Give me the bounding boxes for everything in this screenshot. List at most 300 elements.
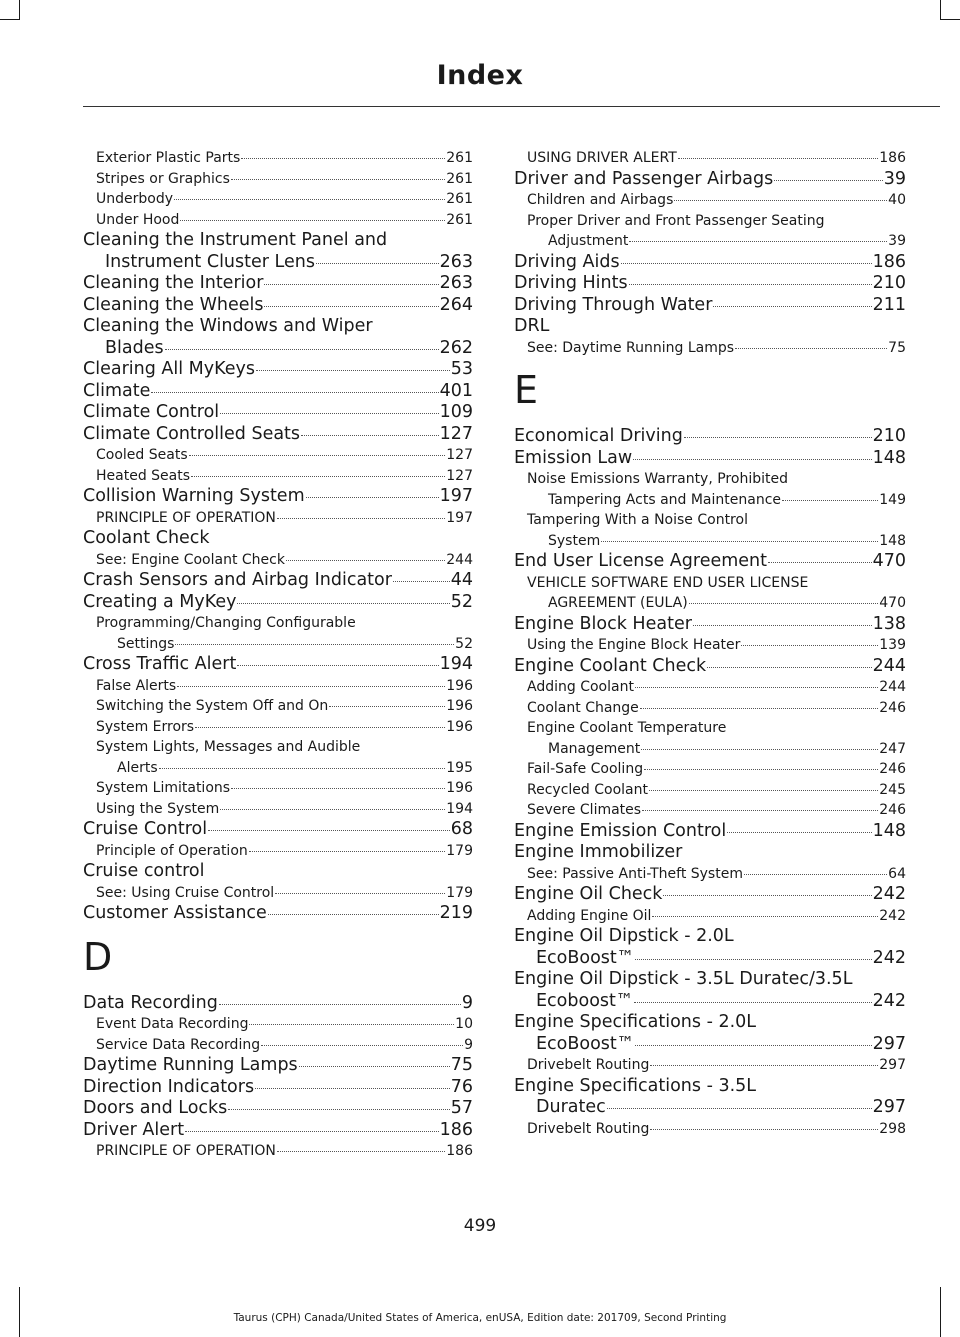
entry-text: System Limitations xyxy=(96,780,231,796)
index-entry xyxy=(83,654,473,676)
index-subentry xyxy=(514,573,906,614)
index-column-left xyxy=(83,148,473,1162)
dot-leader xyxy=(231,787,445,789)
dot-leader xyxy=(268,913,439,915)
page-reference: 244 xyxy=(879,679,906,695)
entry-text: PRINCIPLE OF OPERATION xyxy=(96,509,276,526)
entry-row xyxy=(96,883,473,904)
dot-leader xyxy=(228,1108,449,1110)
dot-leader xyxy=(689,602,879,604)
entry-row xyxy=(96,1035,473,1056)
page-reference: 196 xyxy=(446,780,473,796)
page-reference: 210 xyxy=(872,273,906,293)
entry-text: Under Hood xyxy=(96,211,180,228)
section-letter: E xyxy=(514,368,539,412)
entry-text: Direction Indicators xyxy=(83,1076,255,1097)
index-entry xyxy=(83,402,473,424)
entry-text-line: Tampering With a Noise Control xyxy=(527,512,748,528)
index-entry xyxy=(83,273,473,295)
dot-leader xyxy=(735,347,887,349)
entry-row xyxy=(527,1055,906,1076)
index-entry xyxy=(83,570,473,592)
entry-row xyxy=(527,190,906,211)
dot-leader xyxy=(208,829,450,831)
index-entry xyxy=(83,903,473,925)
index-entry xyxy=(514,426,906,448)
index-entry xyxy=(514,252,906,274)
index-subentry xyxy=(83,1035,473,1056)
index-entry xyxy=(83,861,473,883)
entry-text: Engine Block Heater xyxy=(514,613,692,634)
entry-row xyxy=(83,1120,473,1142)
page-reference: 148 xyxy=(879,532,906,549)
index-entry xyxy=(514,1076,906,1119)
dot-leader xyxy=(707,666,871,668)
entry-text: Driving Hints xyxy=(514,273,628,293)
entry-text: Cross Traffic Alert xyxy=(83,654,237,674)
entry-row xyxy=(96,1141,473,1162)
page-reference: 148 xyxy=(872,447,906,468)
page-reference: 297 xyxy=(872,1097,906,1117)
page-reference: 297 xyxy=(879,1057,906,1073)
dot-leader xyxy=(693,624,872,626)
dot-leader xyxy=(261,1044,463,1046)
index-entry xyxy=(514,448,906,470)
entry-text: Heated Seats xyxy=(96,467,191,484)
entry-row xyxy=(527,739,906,760)
page-reference: 186 xyxy=(879,150,906,166)
index-subentry xyxy=(514,800,906,821)
entry-text-line: VEHICLE SOFTWARE END USER LICENSE xyxy=(527,574,809,591)
index-entry xyxy=(514,842,906,864)
dot-leader xyxy=(635,686,878,688)
index-entry xyxy=(83,359,473,381)
page-reference: 242 xyxy=(872,990,906,1011)
entry-row xyxy=(527,780,906,801)
index-subentry xyxy=(83,210,473,231)
entry-row xyxy=(514,273,906,295)
entry-row xyxy=(83,1055,473,1077)
entry-text: System xyxy=(548,532,601,549)
page-reference: 68 xyxy=(450,819,473,839)
entry-text-line: Engine Specifications - 2.0L xyxy=(514,1012,757,1032)
page-reference: 57 xyxy=(450,1098,473,1118)
entry-text: False Alerts xyxy=(96,677,177,694)
entry-text: Crash Sensors and Airbag Indicator xyxy=(83,570,392,590)
page-reference: 186 xyxy=(446,1143,473,1159)
entry-text: Fail-Safe Cooling xyxy=(527,761,644,777)
entry-row xyxy=(96,445,473,466)
index-entry xyxy=(83,1055,473,1077)
index-entry xyxy=(83,528,473,550)
index-subentry xyxy=(514,148,906,169)
entry-text: Cleaning the Interior xyxy=(83,273,264,293)
dot-leader xyxy=(180,219,445,221)
entry-row xyxy=(83,381,473,403)
entry-row xyxy=(527,1119,906,1140)
page-reference: 261 xyxy=(446,170,473,187)
dot-leader xyxy=(286,559,445,561)
page-reference: 401 xyxy=(439,380,473,401)
entry-row xyxy=(527,593,906,614)
page-reference: 470 xyxy=(872,551,906,571)
dot-leader xyxy=(635,958,871,960)
entry-text: Climate Controlled Seats xyxy=(83,423,301,444)
page-reference: 127 xyxy=(446,467,473,484)
entry-row xyxy=(527,531,906,552)
entry-text: See: Engine Coolant Check xyxy=(96,551,285,568)
index-column-right xyxy=(514,148,906,1139)
entry-text: Daytime Running Lamps xyxy=(83,1055,298,1075)
dot-leader xyxy=(678,157,879,159)
page-reference: 263 xyxy=(439,273,473,293)
entry-text-line: Engine Specifications - 3.5L xyxy=(514,1075,757,1096)
dot-leader xyxy=(629,240,887,242)
entry-text: See: Passive Anti-Theft System xyxy=(527,865,743,882)
page-reference: 76 xyxy=(450,1076,473,1097)
dot-leader xyxy=(329,705,445,707)
dot-leader xyxy=(782,499,878,501)
index-subentry xyxy=(514,190,906,211)
entry-row xyxy=(96,717,473,738)
entry-row xyxy=(83,592,473,614)
dot-leader xyxy=(249,850,446,852)
dot-leader xyxy=(249,1023,454,1025)
dot-leader xyxy=(277,517,445,519)
entry-text-line: Engine Coolant Temperature xyxy=(527,720,727,736)
entry-row xyxy=(514,448,906,470)
dot-leader xyxy=(255,1087,450,1089)
page-reference: 39 xyxy=(883,168,906,189)
page-reference: 244 xyxy=(446,551,473,568)
entry-row xyxy=(96,148,473,169)
entry-row xyxy=(83,1077,473,1099)
page-reference: 246 xyxy=(879,761,906,777)
dot-leader xyxy=(165,348,439,350)
dot-leader xyxy=(684,436,872,438)
entry-row xyxy=(514,614,906,636)
entry-row xyxy=(527,148,906,169)
page-reference: 197 xyxy=(446,509,473,526)
dot-leader xyxy=(650,1128,878,1130)
page-reference: 186 xyxy=(872,251,906,272)
index-entry xyxy=(83,1098,473,1120)
index-subentry xyxy=(514,510,906,551)
entry-text: Instrument Cluster Lens xyxy=(105,251,315,272)
page-reference: 179 xyxy=(446,842,473,859)
entry-text: Adding Engine Oil xyxy=(527,907,652,924)
page-reference: 39 xyxy=(888,233,906,249)
index-subentry xyxy=(83,189,473,210)
dot-leader xyxy=(650,1064,878,1066)
index-subentry xyxy=(83,696,473,717)
dot-leader xyxy=(264,305,438,307)
entry-row xyxy=(83,903,473,925)
page-reference: 219 xyxy=(439,903,473,923)
entry-row xyxy=(96,634,473,655)
entry-row xyxy=(527,906,906,927)
crop-mark xyxy=(940,0,941,20)
entry-text: Drivebelt Routing xyxy=(527,1057,650,1073)
dot-leader xyxy=(174,198,445,200)
entry-row xyxy=(514,991,906,1013)
dot-leader xyxy=(727,831,871,833)
index-entry xyxy=(83,316,473,359)
index-subentry xyxy=(514,469,906,510)
index-subentry xyxy=(83,613,473,654)
entry-row xyxy=(96,466,473,487)
entry-text-line: Proper Driver and Front Passenger Seating xyxy=(527,212,825,229)
entry-row xyxy=(514,551,906,573)
index-subentry xyxy=(83,737,473,778)
entry-text: Engine Oil Check xyxy=(514,884,663,904)
dot-leader xyxy=(231,178,445,180)
entry-text-line: Cleaning the Instrument Panel and xyxy=(83,230,388,250)
entry-text: Children and Airbags xyxy=(527,192,674,208)
page-reference: 75 xyxy=(888,339,906,356)
entry-text: Driving Through Water xyxy=(514,294,713,315)
dot-leader xyxy=(316,262,439,264)
index-subentry xyxy=(514,677,906,698)
entry-heading: Coolant Check xyxy=(83,528,210,548)
page-reference: 261 xyxy=(446,211,473,228)
index-entry xyxy=(514,614,906,636)
page-reference: 262 xyxy=(439,337,473,358)
index-subentry xyxy=(514,780,906,801)
entry-row xyxy=(96,508,473,529)
entry-row xyxy=(83,424,473,446)
entry-row xyxy=(514,252,906,274)
index-subentry xyxy=(514,1119,906,1140)
entry-row xyxy=(96,676,473,697)
page-reference: 247 xyxy=(879,740,906,757)
index-subentry xyxy=(514,906,906,927)
entry-text: Cooled Seats xyxy=(96,447,188,463)
entry-row xyxy=(527,231,906,252)
index-entry xyxy=(83,1120,473,1142)
page-reference: 127 xyxy=(439,423,473,444)
page-reference: 196 xyxy=(446,677,473,694)
entry-row xyxy=(527,864,906,885)
index-subentry xyxy=(83,508,473,529)
dot-leader xyxy=(264,283,438,285)
page-reference: 246 xyxy=(879,802,906,818)
entry-text: Emission Law xyxy=(514,447,633,468)
page-reference: 75 xyxy=(450,1055,473,1075)
entry-row xyxy=(96,758,473,779)
index-entry xyxy=(83,486,473,508)
dot-leader xyxy=(393,580,450,582)
entry-row xyxy=(527,800,906,821)
page-reference: 194 xyxy=(439,654,473,674)
entry-row xyxy=(83,570,473,592)
dot-leader xyxy=(634,1001,871,1003)
page-reference: 210 xyxy=(872,426,906,446)
index-subentry xyxy=(514,698,906,719)
entry-text: System Errors xyxy=(96,718,195,735)
page-reference: 470 xyxy=(879,595,906,611)
dot-leader xyxy=(713,305,871,307)
index-subentry xyxy=(83,799,473,820)
entry-row xyxy=(96,799,473,820)
dot-leader xyxy=(219,1003,461,1005)
index-entry xyxy=(514,551,906,573)
entry-row xyxy=(514,1097,906,1119)
dot-leader xyxy=(640,707,878,709)
index-subentry xyxy=(514,338,906,359)
dot-leader xyxy=(177,685,445,687)
entry-text: Doors and Locks xyxy=(83,1098,228,1118)
entry-text: Using the System xyxy=(96,800,220,817)
section-letter: D xyxy=(83,934,113,979)
entry-text: Event Data Recording xyxy=(96,1016,249,1032)
dot-leader xyxy=(189,454,446,456)
entry-row xyxy=(96,550,473,571)
entry-text: Recycled Coolant xyxy=(527,781,648,798)
entry-text: Stripes or Graphics xyxy=(96,170,230,187)
dot-leader xyxy=(641,748,878,750)
entry-row xyxy=(83,252,473,274)
page-reference: 196 xyxy=(446,698,473,714)
entry-text: USING DRIVER ALERT xyxy=(527,150,677,166)
page-reference: 264 xyxy=(439,294,473,315)
index-entry xyxy=(83,592,473,614)
entry-text: Engine Coolant Check xyxy=(514,655,707,676)
dot-leader xyxy=(642,809,878,811)
entry-text: Creating a MyKey xyxy=(83,591,237,612)
entry-row xyxy=(514,656,906,678)
entry-text: See: Using Cruise Control xyxy=(96,884,275,901)
page-reference: 109 xyxy=(439,402,473,422)
entry-text: Coolant Change xyxy=(527,699,639,716)
dot-leader xyxy=(301,434,439,436)
dot-leader xyxy=(649,789,878,791)
entry-row xyxy=(96,841,473,862)
index-subentry xyxy=(514,211,906,252)
dot-leader xyxy=(768,561,872,563)
header-divider xyxy=(83,106,940,107)
index-entry xyxy=(83,1077,473,1099)
index-entry xyxy=(83,381,473,403)
entry-text: End User License Agreement xyxy=(514,551,767,571)
dot-leader xyxy=(741,644,878,646)
entry-text: Collision Warning System xyxy=(83,486,305,506)
page-reference: 242 xyxy=(872,947,906,968)
entry-text: Adjustment xyxy=(548,233,629,249)
entry-heading: Engine Immobilizer xyxy=(514,842,683,862)
page-reference: 298 xyxy=(879,1120,906,1137)
page-reference: 246 xyxy=(879,699,906,716)
page-reference: 10 xyxy=(455,1016,473,1032)
entry-text-line: System Lights, Messages and Audible xyxy=(96,739,361,755)
index-subentry xyxy=(514,1055,906,1076)
dot-leader xyxy=(601,540,878,542)
entry-text: Cruise Control xyxy=(83,819,208,839)
dot-leader xyxy=(663,894,871,896)
index-entry xyxy=(514,1012,906,1055)
entry-text: Service Data Recording xyxy=(96,1036,261,1053)
entry-text: Severe Climates xyxy=(527,802,642,818)
entry-text: Principle of Operation xyxy=(96,842,248,859)
entry-text: Data Recording xyxy=(83,992,218,1013)
dot-leader xyxy=(195,726,445,728)
page-reference: 149 xyxy=(879,491,906,508)
dot-leader xyxy=(185,1130,439,1132)
entry-text: Management xyxy=(548,740,641,757)
entry-row xyxy=(96,1014,473,1035)
index-subentry xyxy=(83,1141,473,1162)
page-reference: 44 xyxy=(450,570,473,590)
page-reference: 242 xyxy=(872,884,906,904)
entry-row xyxy=(527,759,906,780)
entry-text: Settings xyxy=(117,635,175,652)
entry-row xyxy=(527,677,906,698)
page-title: Index xyxy=(436,60,524,91)
dot-leader xyxy=(241,157,445,159)
page-reference: 194 xyxy=(446,800,473,817)
dot-leader xyxy=(175,643,454,645)
page-reference: 9 xyxy=(461,992,473,1013)
dot-leader xyxy=(191,475,445,477)
entry-row xyxy=(514,169,906,191)
entry-text: Alerts xyxy=(117,759,158,776)
index-entry xyxy=(83,230,473,273)
entry-row xyxy=(527,338,906,359)
entry-row xyxy=(514,1034,906,1056)
page-number: 499 xyxy=(463,1216,497,1236)
entry-text: Climate Control xyxy=(83,402,220,422)
entry-text: PRINCIPLE OF OPERATION xyxy=(96,1143,276,1159)
index-entry xyxy=(514,821,906,843)
entry-row xyxy=(96,189,473,210)
index-entry xyxy=(514,295,906,317)
index-subentry xyxy=(83,717,473,738)
page-reference: 40 xyxy=(888,192,906,208)
index-entry xyxy=(514,884,906,906)
entry-row xyxy=(527,698,906,719)
entry-text: Economical Driving xyxy=(514,426,683,446)
page-reference: 53 xyxy=(450,359,473,379)
page-reference: 196 xyxy=(446,718,473,735)
index-subentry xyxy=(83,466,473,487)
page-reference: 297 xyxy=(872,1033,906,1054)
footer-edition-info: Taurus (CPH) Canada/United States of America, enUSA, Edition date: 201709, Second Printing xyxy=(233,1312,727,1324)
dot-leader xyxy=(306,496,439,498)
entry-text: Drivebelt Routing xyxy=(527,1120,650,1137)
entry-row xyxy=(83,654,473,676)
entry-text: Clearing All MyKeys xyxy=(83,359,255,379)
entry-text: Driver Alert xyxy=(83,1119,185,1140)
dot-leader xyxy=(237,602,449,604)
entry-text: Driving Aids xyxy=(514,251,620,272)
entry-text-line: Engine Oil Dipstick - 2.0L xyxy=(514,926,734,946)
entry-text: Using the Engine Block Heater xyxy=(527,637,741,653)
crop-mark xyxy=(19,0,20,20)
entry-text: Switching the System Off and On xyxy=(96,698,329,714)
entry-row xyxy=(96,696,473,717)
entry-text: Ecoboost™ xyxy=(536,990,634,1011)
index-entry xyxy=(514,926,906,969)
page-reference: 139 xyxy=(879,637,906,653)
entry-text: Underbody xyxy=(96,191,173,207)
entry-text-line: Noise Emissions Warranty, Prohibited xyxy=(527,471,788,487)
entry-text-line: Engine Oil Dipstick - 3.5L Duratec/3.5L xyxy=(514,969,853,989)
entry-heading: DRL xyxy=(514,316,550,336)
dot-leader xyxy=(652,915,878,917)
page-reference: 211 xyxy=(872,294,906,315)
index-subentry xyxy=(514,864,906,885)
index-entry xyxy=(514,273,906,295)
